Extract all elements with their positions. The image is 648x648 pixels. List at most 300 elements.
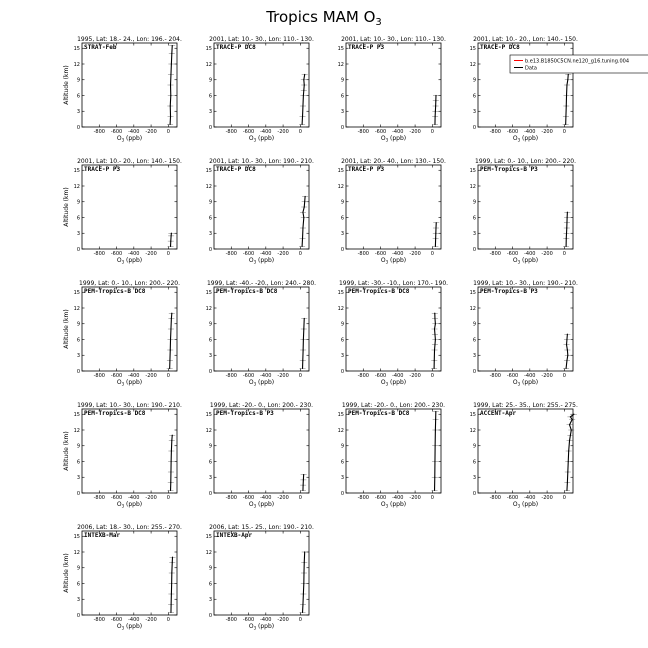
y-tick-label: 0: [472, 368, 476, 375]
x-label-subscript: 3: [385, 381, 389, 387]
data-point: [435, 246, 436, 247]
data-point: [171, 235, 172, 236]
data-point: [566, 339, 567, 340]
y-tick-label: 0: [472, 246, 476, 253]
x-tick-label: -600: [374, 495, 387, 501]
y-tick-label: 0: [76, 124, 80, 131]
x-label-unit: (ppb): [256, 623, 275, 630]
data-point: [570, 435, 571, 436]
y-tick-label: 9: [472, 443, 476, 450]
y-tick-label: 12: [73, 549, 80, 556]
data-point: [434, 334, 435, 335]
y-tick-label: 12: [73, 61, 80, 68]
x-label-main: O: [116, 501, 122, 508]
data-point: [434, 318, 435, 319]
data-point: [302, 227, 303, 228]
data-point: [435, 95, 436, 96]
x-label-main: O: [380, 257, 386, 264]
x-label-unit: (ppb): [124, 623, 143, 630]
y-tick-label: 0: [208, 246, 212, 253]
data-point: [303, 95, 304, 96]
data-point: [565, 116, 566, 117]
y-tick-label: 12: [469, 61, 476, 68]
y-tick-label: 15: [337, 168, 344, 175]
data-point: [566, 105, 567, 106]
panel-frame: [82, 165, 177, 249]
x-tick-label: -600: [242, 373, 255, 379]
data-point: [570, 416, 571, 417]
panel-8: [470, 158, 576, 265]
x-label-subscript: 3: [121, 259, 125, 265]
panel-10: [206, 280, 317, 387]
x-label-main: O: [380, 379, 386, 386]
data-point: [302, 368, 303, 369]
panel-title: 1999, Lat: -20.- 0., Lon: 200.- 230.: [209, 402, 314, 409]
data-point: [170, 471, 171, 472]
x-label-main: O: [512, 501, 518, 508]
y-tick-label: 15: [205, 168, 212, 175]
y-tick-label: 15: [73, 46, 80, 53]
data-point: [304, 84, 305, 85]
y-tick-label: 0: [76, 612, 80, 619]
panel-5: [63, 158, 182, 265]
x-tick-label: -200: [409, 495, 421, 501]
x-axis-label: [249, 623, 274, 631]
y-tick-label: 6: [76, 93, 80, 100]
data-point: [171, 572, 172, 573]
x-tick-label: -400: [524, 129, 536, 135]
x-tick-label: -600: [506, 129, 519, 135]
y-tick-label: 3: [76, 109, 80, 116]
x-label-unit: (ppb): [256, 135, 275, 142]
data-point: [434, 349, 435, 350]
x-tick-label: -200: [409, 373, 421, 379]
y-tick-label: 0: [76, 368, 80, 375]
x-label-main: O: [248, 257, 254, 264]
x-tick-label: 0: [166, 129, 170, 135]
data-point: [302, 212, 303, 213]
panel-frame: [214, 43, 309, 127]
panel-frame: [478, 165, 573, 249]
panel-1: [63, 36, 182, 143]
data-line: [435, 96, 436, 125]
data-point: [171, 604, 172, 605]
y-tick-label: 12: [337, 183, 344, 190]
y-tick-label: 12: [205, 61, 212, 68]
y-tick-label: 9: [208, 77, 212, 84]
x-tick-label: 0: [166, 495, 170, 501]
data-point: [567, 217, 568, 218]
x-tick-label: -400: [128, 617, 140, 623]
y-tick-label: 6: [472, 215, 476, 222]
x-tick-label: -600: [374, 251, 387, 257]
data-point: [566, 233, 567, 234]
panel-frame: [346, 165, 441, 249]
data-point: [171, 450, 172, 451]
x-tick-label: -200: [277, 495, 289, 501]
panel-9: [63, 280, 180, 387]
panel-6: [206, 158, 314, 265]
y-tick-label: 15: [469, 168, 476, 175]
x-tick-label: -600: [374, 129, 387, 135]
x-label-subscript: 3: [517, 259, 521, 265]
x-tick-label: 0: [562, 129, 566, 135]
y-tick-label: 12: [73, 183, 80, 190]
data-point: [435, 411, 436, 412]
data-point: [303, 328, 304, 329]
x-tick-label: -600: [110, 251, 123, 257]
x-label-subscript: 3: [253, 259, 257, 265]
data-point: [435, 233, 436, 234]
x-label-unit: (ppb): [256, 257, 275, 264]
x-tick-label: -600: [506, 495, 519, 501]
data-point: [301, 246, 302, 247]
data-point: [565, 124, 566, 125]
data-point: [172, 435, 173, 436]
x-tick-label: -800: [225, 373, 237, 379]
x-tick-label: -400: [260, 617, 272, 623]
data-point: [434, 360, 435, 361]
y-tick-label: 3: [208, 353, 212, 360]
data-point: [304, 551, 305, 552]
y-tick-label: 0: [472, 490, 476, 497]
data-point: [434, 124, 435, 125]
y-tick-label: 9: [76, 77, 80, 84]
x-tick-label: 0: [166, 373, 170, 379]
data-line: [435, 412, 436, 491]
x-axis-label: [513, 501, 538, 509]
x-axis-label: [513, 135, 538, 143]
y-tick-label: 15: [73, 534, 80, 541]
data-point: [568, 450, 569, 451]
data-point: [566, 95, 567, 96]
x-label-main: O: [116, 135, 122, 142]
x-tick-label: -400: [260, 373, 272, 379]
panel-title: 2001, Lat: 20.- 40., Lon: 130.- 150.: [341, 158, 446, 165]
x-tick-label: -400: [260, 129, 272, 135]
x-label-subscript: 3: [517, 381, 521, 387]
data-point: [435, 339, 436, 340]
x-tick-label: -200: [277, 373, 289, 379]
data-point: [567, 471, 568, 472]
y-axis-label: Altitude (km): [63, 309, 70, 349]
x-label-unit: (ppb): [124, 135, 143, 142]
data-point: [170, 482, 171, 483]
title-subscript: 3: [375, 17, 382, 28]
data-point: [569, 440, 570, 441]
x-tick-label: -600: [110, 617, 123, 623]
data-point: [572, 419, 573, 420]
campaign-label: TRACE-P DC8: [480, 44, 520, 51]
y-tick-label: 0: [340, 124, 344, 131]
y-tick-label: 12: [73, 427, 80, 434]
data-point: [170, 246, 171, 247]
x-tick-label: -800: [93, 617, 105, 623]
data-point: [303, 583, 304, 584]
campaign-label: STRAT-Feb: [84, 44, 117, 51]
data-point: [170, 241, 171, 242]
data-point: [434, 313, 435, 314]
x-tick-label: -800: [93, 495, 105, 501]
x-tick-label: -800: [489, 495, 501, 501]
x-tick-label: -600: [242, 251, 255, 257]
x-tick-label: -400: [128, 373, 140, 379]
y-tick-label: 3: [208, 231, 212, 238]
data-point: [304, 201, 305, 202]
y-tick-label: 6: [76, 215, 80, 222]
x-label-subscript: 3: [253, 503, 257, 509]
x-label-main: O: [380, 501, 386, 508]
data-point: [304, 74, 305, 75]
y-tick-label: 0: [208, 612, 212, 619]
x-tick-label: -200: [409, 129, 421, 135]
data-point: [565, 246, 566, 247]
data-point: [303, 485, 304, 486]
data-point: [303, 90, 304, 91]
data-point: [573, 414, 574, 415]
panel-title: 2006, Lat: 15.- 25., Lon: 190.- 210.: [209, 524, 314, 531]
data-point: [303, 474, 304, 475]
x-tick-label: -600: [110, 373, 123, 379]
x-label-unit: (ppb): [520, 379, 539, 386]
x-tick-label: -800: [225, 495, 237, 501]
y-axis-label: Altitude (km): [63, 431, 70, 471]
panel-title: 2001, Lat: 10.- 30., Lon: 110.- 130.: [341, 36, 446, 43]
data-point: [569, 424, 570, 425]
y-tick-label: 9: [76, 443, 80, 450]
data-point: [169, 360, 170, 361]
x-axis-label: [117, 379, 142, 387]
x-tick-label: -800: [489, 373, 501, 379]
data-point: [301, 124, 302, 125]
y-tick-label: 12: [469, 305, 476, 312]
data-point: [170, 74, 171, 75]
x-tick-label: -600: [242, 129, 255, 135]
data-point: [170, 105, 171, 106]
y-tick-label: 15: [337, 46, 344, 53]
x-label-main: O: [248, 623, 254, 630]
x-tick-label: -200: [277, 129, 289, 135]
data-point: [435, 429, 436, 430]
x-tick-label: -400: [128, 251, 140, 257]
data-point: [568, 461, 569, 462]
data-line: [303, 552, 305, 612]
y-tick-label: 3: [340, 109, 344, 116]
x-tick-label: 0: [430, 495, 434, 501]
legend-entry: b.e13.B1850C5CN.ne120_g16.tuning.004: [525, 58, 630, 65]
y-tick-label: 15: [205, 290, 212, 297]
data-point: [171, 440, 172, 441]
data-point: [435, 445, 436, 446]
data-point: [302, 116, 303, 117]
data-point: [305, 196, 306, 197]
x-tick-label: -600: [374, 373, 387, 379]
y-tick-label: 3: [208, 597, 212, 604]
panel-3: [338, 36, 446, 143]
x-label-subscript: 3: [253, 137, 257, 143]
x-label-unit: (ppb): [124, 379, 143, 386]
data-point: [565, 368, 566, 369]
campaign-label: TRACE-P DC8: [216, 44, 256, 51]
x-tick-label: -400: [524, 251, 536, 257]
data-point: [435, 100, 436, 101]
y-tick-label: 3: [472, 353, 476, 360]
x-tick-label: 0: [298, 251, 302, 257]
y-tick-label: 9: [76, 199, 80, 206]
panel-frame: [214, 287, 309, 371]
panel-15: [338, 402, 446, 509]
data-point: [171, 233, 172, 234]
panel-title: 1999, Lat: 0.- 10., Lon: 200.- 220.: [475, 158, 576, 165]
data-point: [434, 490, 435, 491]
x-tick-label: -600: [506, 373, 519, 379]
y-tick-label: 6: [340, 459, 344, 466]
panel-frame: [82, 43, 177, 127]
y-tick-label: 3: [472, 475, 476, 482]
x-tick-label: -600: [110, 129, 123, 135]
x-label-unit: (ppb): [520, 257, 539, 264]
x-label-main: O: [248, 135, 254, 142]
campaign-label: TRACE-P P3: [348, 44, 385, 51]
x-tick-label: -800: [93, 373, 105, 379]
y-tick-label: 0: [208, 368, 212, 375]
data-point: [435, 116, 436, 117]
campaign-label: PEM-Tropics-B DC8: [84, 410, 146, 417]
x-label-unit: (ppb): [388, 501, 407, 508]
x-axis-label: [249, 501, 274, 509]
panel-frame: [214, 531, 309, 615]
x-tick-label: 0: [298, 617, 302, 623]
x-tick-label: 0: [430, 129, 434, 135]
data-point: [170, 349, 171, 350]
y-tick-label: 9: [472, 77, 476, 84]
panel-title: 1999, Lat: -40.- -20., Lon: 240.- 280.: [206, 280, 317, 287]
y-tick-label: 6: [76, 337, 80, 344]
y-tick-label: 9: [340, 77, 344, 84]
data-point: [304, 206, 305, 207]
x-axis-label: [381, 257, 406, 265]
data-point: [169, 124, 170, 125]
title-main: Tropics MAM O: [266, 8, 376, 26]
y-tick-label: 0: [76, 246, 80, 253]
y-axis-label: Altitude (km): [63, 187, 70, 227]
y-tick-label: 3: [472, 231, 476, 238]
legend-entry: Data: [525, 65, 537, 72]
x-tick-label: -800: [489, 251, 501, 257]
y-tick-label: 15: [469, 46, 476, 53]
data-point: [566, 84, 567, 85]
data-point: [435, 323, 436, 324]
x-tick-label: -200: [277, 251, 289, 257]
campaign-label: ACCENT-Apr: [480, 410, 517, 417]
data-point: [566, 344, 567, 345]
y-tick-label: 12: [337, 61, 344, 68]
panel-7: [338, 158, 446, 265]
x-tick-label: -200: [541, 373, 553, 379]
y-tick-label: 12: [205, 427, 212, 434]
data-point: [435, 105, 436, 106]
x-label-main: O: [380, 135, 386, 142]
data-point: [434, 344, 435, 345]
x-tick-label: -400: [260, 495, 272, 501]
panel-16: [470, 402, 578, 509]
campaign-label: INTEXB-Apr: [216, 532, 253, 539]
panel-frame: [478, 287, 573, 371]
y-tick-label: 12: [469, 427, 476, 434]
x-tick-label: -400: [392, 495, 404, 501]
panel-title: 2001, Lat: 10.- 20., Lon: 140.- 150.: [473, 36, 578, 43]
campaign-label: PEM-Tropics-B P3: [480, 166, 538, 173]
x-label-unit: (ppb): [520, 501, 539, 508]
x-tick-label: -800: [225, 617, 237, 623]
data-point: [566, 227, 567, 228]
y-tick-label: 15: [469, 290, 476, 297]
x-tick-label: 0: [166, 617, 170, 623]
x-label-unit: (ppb): [256, 379, 275, 386]
panel-11: [338, 280, 449, 387]
x-label-main: O: [116, 257, 122, 264]
y-tick-label: 12: [205, 305, 212, 312]
y-tick-label: 15: [337, 290, 344, 297]
panel-17: [63, 524, 182, 631]
x-label-subscript: 3: [385, 259, 389, 265]
panel-frame: [82, 531, 177, 615]
y-tick-label: 15: [73, 168, 80, 175]
x-tick-label: -600: [110, 495, 123, 501]
x-tick-label: -200: [145, 129, 157, 135]
y-tick-label: 0: [208, 490, 212, 497]
x-tick-label: -800: [357, 251, 369, 257]
data-point: [567, 79, 568, 80]
x-tick-label: -200: [541, 129, 553, 135]
data-point: [169, 368, 170, 369]
x-label-subscript: 3: [517, 137, 521, 143]
x-tick-label: 0: [298, 373, 302, 379]
x-tick-label: -400: [260, 251, 272, 257]
y-tick-label: 12: [205, 549, 212, 556]
x-tick-label: -800: [489, 129, 501, 135]
data-point: [303, 572, 304, 573]
panel-title: 1999, Lat: 10.- 30., Lon: 190.- 210.: [473, 280, 578, 287]
x-tick-label: -200: [277, 617, 289, 623]
y-tick-label: 15: [205, 412, 212, 419]
x-label-main: O: [248, 501, 254, 508]
campaign-label: PEM-Tropics-B P3: [480, 288, 538, 295]
x-tick-label: 0: [166, 251, 170, 257]
y-tick-label: 3: [340, 475, 344, 482]
data-point: [171, 593, 172, 594]
x-axis-label: [117, 257, 142, 265]
data-point: [170, 95, 171, 96]
y-tick-label: 12: [205, 183, 212, 190]
x-axis-label: [381, 135, 406, 143]
campaign-label: TRACE-P P3: [84, 166, 121, 173]
x-tick-label: -800: [357, 129, 369, 135]
data-point: [567, 334, 568, 335]
panel-title: 2001, Lat: 10.- 30., Lon: 110.- 130.: [209, 36, 314, 43]
x-label-unit: (ppb): [124, 501, 143, 508]
data-point: [171, 461, 172, 462]
x-label-subscript: 3: [253, 381, 257, 387]
x-label-subscript: 3: [121, 625, 125, 631]
x-axis-label: [117, 135, 142, 143]
data-point: [567, 212, 568, 213]
data-point: [435, 111, 436, 112]
campaign-label: INTEXB-Mar: [84, 532, 121, 539]
x-label-main: O: [116, 379, 122, 386]
data-point: [436, 222, 437, 223]
panel-12: [470, 280, 578, 387]
